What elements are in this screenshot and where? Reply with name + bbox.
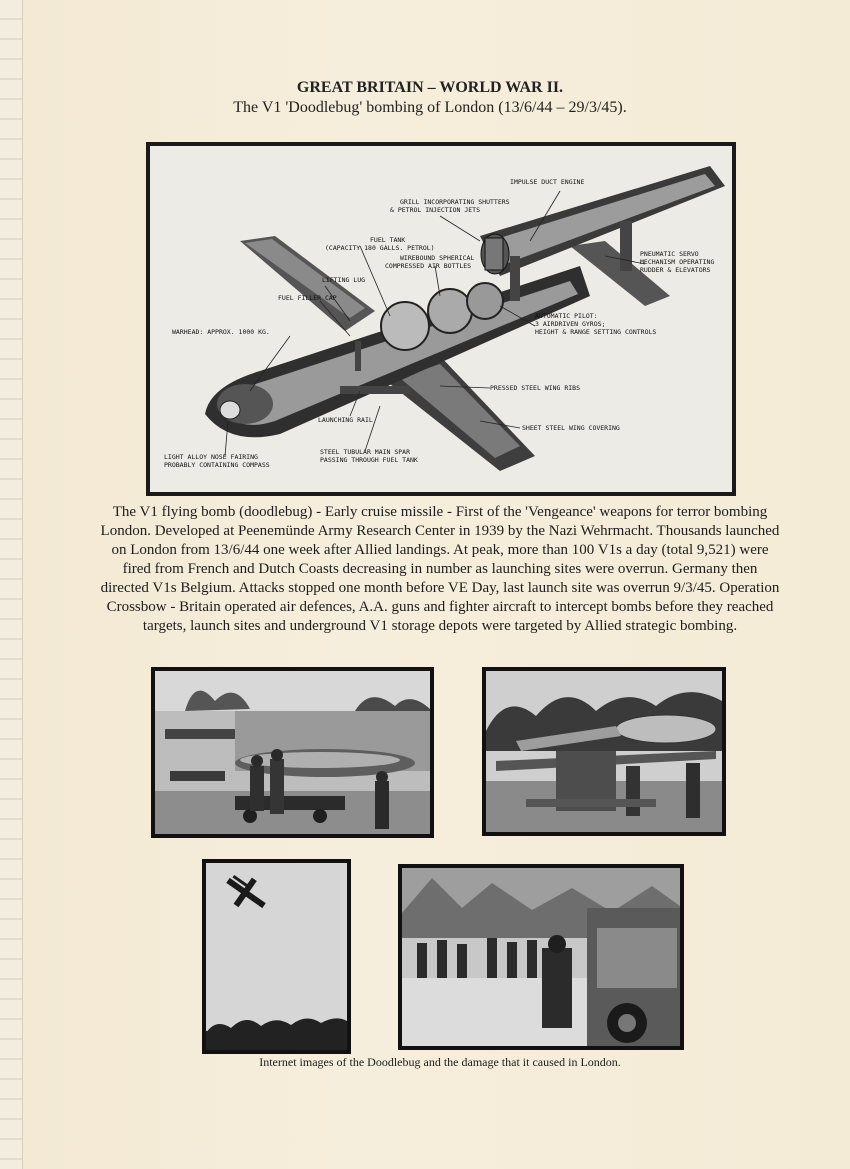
label-autopilot-2: 3 AIRDRIVEN GYROS; bbox=[535, 320, 606, 328]
v1-cutaway-diagram bbox=[146, 142, 736, 496]
label-grill: GRILL INCORPORATING SHUTTERS bbox=[400, 198, 510, 206]
label-nose-fairing-2: PROBABLY CONTAINING COMPASS bbox=[164, 461, 270, 469]
label-autopilot-3: HEIGHT & RANGE SETTING CONTROLS bbox=[535, 328, 657, 336]
page-heading bbox=[110, 78, 750, 118]
label-fuel-tank: FUEL TANK bbox=[370, 236, 406, 244]
description-text: The V1 flying bomb (doodlebug) - Early cruise missile - First of the 'Vengeance' weapons for terror bombing London. Developed at Peenemünde Army Research Center in 1939 by the Nazi Wehrmacht. Thousands launched on London from 13/6/44 one week after Allied landings. At peak, more than 100 V1s a day (total 9,521) were fired from French and Dutch Coasts decreasing in number as launching sites were overrun. Germany then directed V1s Belgium. Attacks stopped one month before VE Day, last launch site was overrun 9/3/45. Operation Crossbow - Britain operated air defences, A.A. guns and fighter aircraft to intercept bombs before they reached targets, launch sites and underground V1 storage depots were targeted by Allied strategic bombing. bbox=[100, 504, 780, 634]
label-lifting-lug: LIFTING LUG bbox=[322, 276, 366, 284]
label-servo-2: MECHANISM OPERATING bbox=[640, 258, 715, 266]
label-wing-ribs: PRESSED STEEL WING RIBS bbox=[490, 384, 581, 392]
binder-edge bbox=[0, 0, 23, 1169]
label-launching-rail: LAUNCHING RAIL bbox=[318, 416, 373, 424]
label-main-spar-2: PASSING THROUGH FUEL TANK bbox=[320, 456, 418, 464]
label-air-bottles-2: COMPRESSED AIR BOTTLES bbox=[385, 262, 472, 270]
label-engine: IMPULSE DUCT ENGINE bbox=[510, 178, 585, 186]
diagram-art bbox=[150, 146, 732, 492]
page-title: GREAT BRITAIN – WORLD WAR II. bbox=[296, 79, 564, 96]
photo-bomb-damage-london bbox=[398, 864, 684, 1050]
page-subtitle: The V1 'Doodlebug' bombing of London (13/6/44 – 29/3/45). bbox=[233, 99, 627, 116]
label-nose-fairing: LIGHT ALLOY NOSE FAIRING bbox=[164, 453, 258, 461]
photo-v1-ground-crew bbox=[151, 667, 434, 838]
label-wing-covering: SHEET STEEL WING COVERING bbox=[522, 424, 620, 432]
photo-caption: Internet images of the Doodlebug and the damage that it caused in London. bbox=[259, 1055, 621, 1069]
label-grill-2: & PETROL INJECTION JETS bbox=[390, 206, 481, 214]
label-main-spar: STEEL TUBULAR MAIN SPAR bbox=[320, 448, 411, 456]
label-fuel-capacity: (CAPACITY 180 GALLS. PETROL) bbox=[325, 244, 435, 252]
label-air-bottles: WIREBOUND SPHERICAL bbox=[400, 254, 475, 262]
label-autopilot: AUTOMATIC PILOT: bbox=[535, 312, 598, 320]
label-warhead: WARHEAD: APPROX. 1000 KG. bbox=[172, 328, 270, 336]
label-filler-cap: FUEL FILLER CAP bbox=[278, 294, 337, 302]
photo-v1-in-flight bbox=[202, 859, 351, 1054]
label-servo-3: RUDDER & ELEVATORS bbox=[640, 266, 711, 274]
photo-v1-launch-ramp bbox=[482, 667, 726, 836]
label-servo: PNEUMATIC SERVO bbox=[640, 250, 699, 258]
